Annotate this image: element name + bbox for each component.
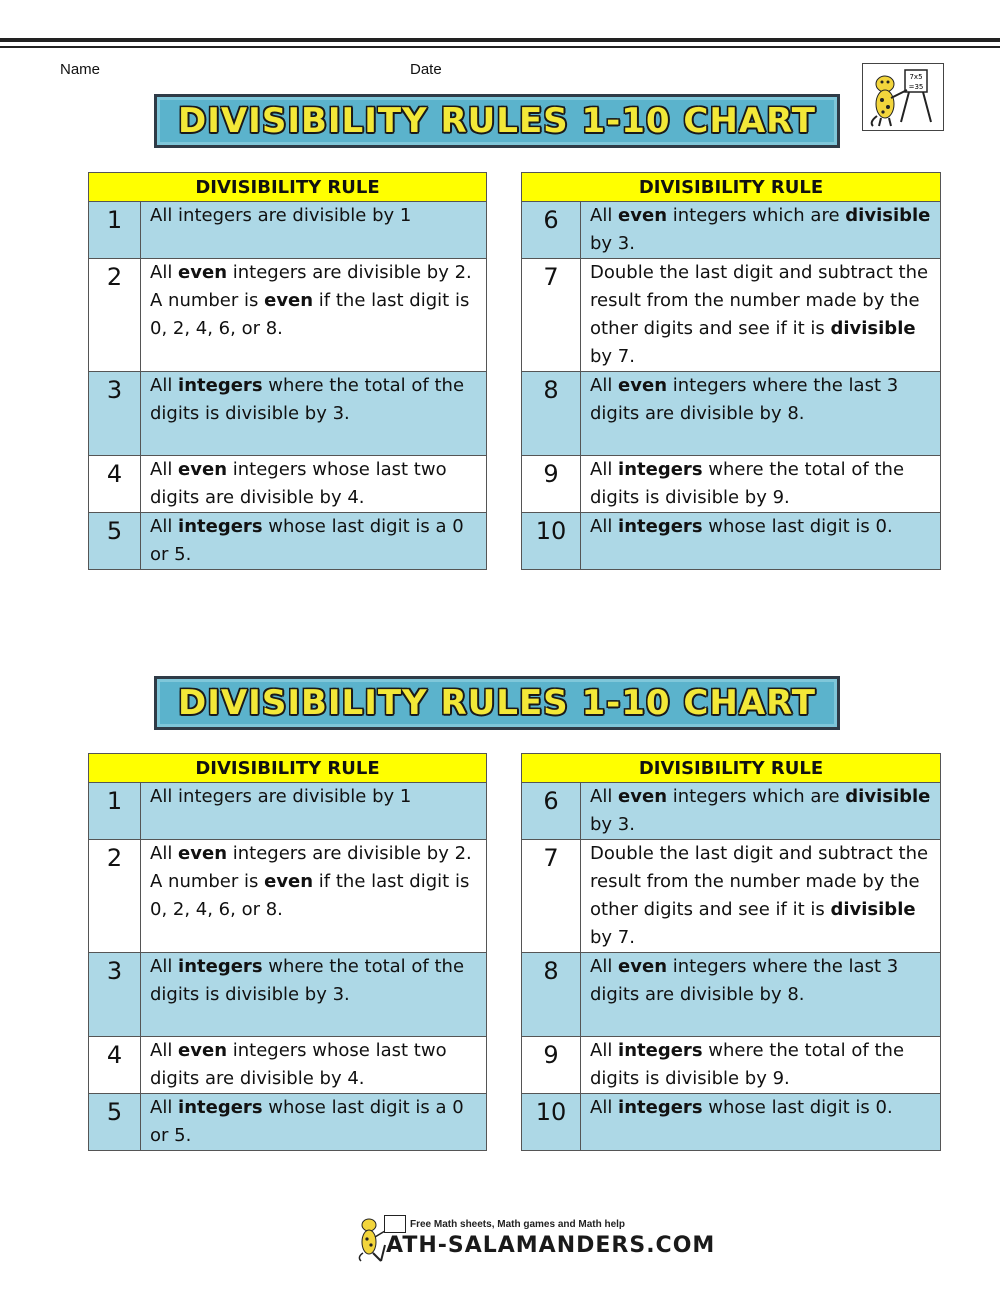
bold-term: even [618, 375, 668, 396]
footer-tagline: Free Math sheets, Math games and Math help [410, 1219, 626, 1230]
rule-row [522, 783, 941, 840]
rule-row [522, 1094, 941, 1151]
footer-chalkboard [384, 1215, 406, 1233]
rule-number: 8 [522, 372, 581, 456]
rule-row [89, 372, 487, 456]
bold-term: even [618, 205, 668, 226]
bold-term: divisible [845, 786, 931, 807]
bold-term: divisible [845, 205, 931, 226]
rule-row [89, 953, 487, 1037]
rule-number: 2 [89, 259, 141, 372]
rule-text: All integers where the total of the digits is divisible by 3. [141, 953, 487, 1037]
rule-text: All even integers are divisible by 2. A number is even if the last digit is 0, 2, 4, 6, or 8. [141, 840, 487, 953]
rule-row [522, 259, 941, 372]
rule-text: All even integers where the last 3 digits are divisible by 8. [581, 372, 941, 456]
rule-number: 6 [522, 202, 581, 259]
rule-number: 7 [522, 840, 581, 953]
rules-table-right [521, 172, 941, 570]
rule-number: 3 [89, 953, 141, 1037]
rule-number: 9 [522, 1037, 581, 1094]
rule-text: All even integers which are divisible by 3. [581, 783, 941, 840]
rule-text: All even integers which are divisible by 3. [581, 202, 941, 259]
rule-number: 1 [89, 202, 141, 259]
rule-text: All integers whose last digit is 0. [581, 1094, 941, 1151]
rule-text: All even integers where the last 3 digits are divisible by 8. [581, 953, 941, 1037]
rule-text: All integers whose last digit is a 0 or 5. [141, 1094, 487, 1151]
bold-term: divisible [830, 899, 916, 920]
rule-row [522, 953, 941, 1037]
rule-row [89, 456, 487, 513]
footer-salamander-icon [355, 1215, 387, 1263]
bold-term: even [264, 290, 314, 311]
rules-table-left [88, 753, 487, 1151]
rule-row [89, 1037, 487, 1094]
rule-number: 2 [89, 840, 141, 953]
rule-text: All even integers whose last two digits are divisible by 4. [141, 456, 487, 513]
rule-number: 4 [89, 1037, 141, 1094]
bold-term: even [178, 843, 228, 864]
rule-row [89, 513, 487, 570]
rule-number: 4 [89, 456, 141, 513]
title-banner [154, 676, 840, 730]
rule-row [522, 202, 941, 259]
title-banner [154, 94, 840, 148]
bold-term: integers [178, 1097, 263, 1118]
rule-text: All integers whose last digit is a 0 or 5. [141, 513, 487, 570]
rule-number: 7 [522, 259, 581, 372]
top-rule-thick [0, 38, 1000, 42]
rule-number: 5 [89, 1094, 141, 1151]
bold-term: integers [618, 516, 703, 537]
rule-number: 10 [522, 513, 581, 570]
top-rule-thin [0, 46, 1000, 48]
bold-term: even [178, 1040, 228, 1061]
rule-number: 6 [522, 783, 581, 840]
rule-number: 1 [89, 783, 141, 840]
rule-row [89, 259, 487, 372]
rule-row [522, 1037, 941, 1094]
rule-row [522, 513, 941, 570]
rule-text: Double the last digit and subtract the result from the number made by the other digits and see if it is divisible by 7. [581, 259, 941, 372]
rule-text: All integers where the total of the digits is divisible by 9. [581, 456, 941, 513]
name-label: Name [60, 61, 101, 78]
rule-text: All integers whose last digit is 0. [581, 513, 941, 570]
rules-table-left [88, 172, 487, 570]
rule-row [522, 456, 941, 513]
bold-term: even [264, 871, 314, 892]
bold-term: even [178, 459, 228, 480]
rule-text: All even integers are divisible by 2. A number is even if the last digit is 0, 2, 4, 6, or 8. [141, 259, 487, 372]
bold-term: integers [618, 1097, 703, 1118]
rule-text: All integers are divisible by 1 [141, 783, 487, 840]
bold-term: integers [178, 956, 263, 977]
bold-term: divisible [830, 318, 916, 339]
bold-term: even [618, 786, 668, 807]
rule-row [522, 840, 941, 953]
rule-text: All integers where the total of the digits is divisible by 3. [141, 372, 487, 456]
rules-table-right [521, 753, 941, 1151]
logo-bottom-text: =35 [908, 83, 924, 91]
salamander-logo [862, 63, 944, 131]
rule-number: 3 [89, 372, 141, 456]
rule-number: 10 [522, 1094, 581, 1151]
date-label: Date [410, 61, 442, 78]
bold-term: even [618, 956, 668, 977]
table-header: DIVISIBILITY RULE [89, 754, 487, 783]
table-header: DIVISIBILITY RULE [522, 173, 941, 202]
rule-text: All integers are divisible by 1 [141, 202, 487, 259]
rule-row [89, 840, 487, 953]
bold-term: integers [178, 375, 263, 396]
bold-term: integers [618, 459, 703, 480]
bold-term: integers [178, 516, 263, 537]
rule-row [89, 1094, 487, 1151]
footer-site-link[interactable]: ATH-SALAMANDERS.COM [386, 1233, 716, 1258]
logo-top-text: 7x5 [909, 73, 923, 81]
rule-number: 5 [89, 513, 141, 570]
rule-number: 9 [522, 456, 581, 513]
table-header: DIVISIBILITY RULE [89, 173, 487, 202]
salamander-icon [863, 64, 943, 130]
rule-row [89, 783, 487, 840]
rule-text: All even integers whose last two digits are divisible by 4. [141, 1037, 487, 1094]
chart-title: DIVISIBILITY RULES 1-10 CHART [178, 101, 816, 141]
rule-row [522, 372, 941, 456]
table-header: DIVISIBILITY RULE [522, 754, 941, 783]
bold-term: integers [618, 1040, 703, 1061]
chart-title: DIVISIBILITY RULES 1-10 CHART [178, 683, 816, 723]
rule-number: 8 [522, 953, 581, 1037]
rule-text: Double the last digit and subtract the result from the number made by the other digits and see if it is divisible by 7. [581, 840, 941, 953]
rule-text: All integers where the total of the digits is divisible by 9. [581, 1037, 941, 1094]
rule-row [89, 202, 487, 259]
bold-term: even [178, 262, 228, 283]
